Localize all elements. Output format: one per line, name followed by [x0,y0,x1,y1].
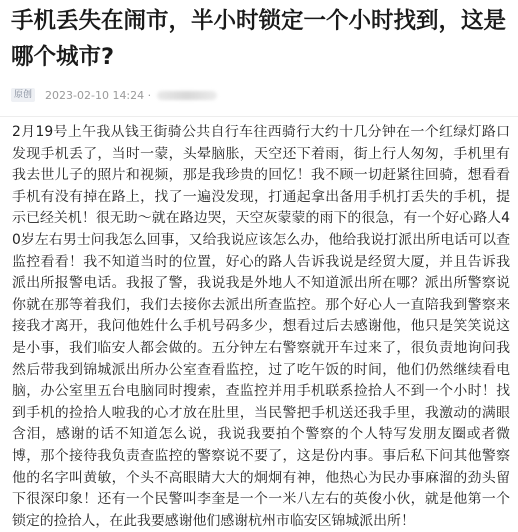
article-meta [11,87,217,103]
header-divider [0,116,518,117]
blurred-author-name [157,91,217,100]
article-body: 2月19号上午我从钱王街骑公共自行车往西骑行大约十几分钟在一个红绿灯路口发现手机丢了，当时一蒙，头晕脑胀，天空还下着雨，街上行人匆匆，手机里有我去世儿子的照片和视频，那是我珍贵的回忆！我不顾一切赶紧往回骑，想看看手机有没有掉在路上，找了一遍没发现，打通起拿出备用手机打丢失的手机，提示已经关机！很无助～就在路边哭，天空灰蒙蒙的雨下的很急，有一个好心路人40岁左右男士问我怎么回事，又给我说应该怎么办，他给我说打派出所电话可以查监控看看！我不知道当时的位置，好心的路人告诉我说是经贸大厦，并且告诉我派出所报警电话。我报了警，我说我是外地人不知道派出所在哪？派出所警察说你就在那等着我们，我们去接你去派出所查监控。那个好心人一直陪我到警察来接我才离开，我问他姓什么手机号码多少，想看过后去感谢他，他只是笑笑说这是小事，我们临安人都会做的。五分钟左右警察就开车过来了，很负责地询问我然后带我到锦城派出所办公室查看监控，过了吃午饭的时间，他们仍然继续看电脑，办公室里五台电脑同时搜索，查监控并用手机联系捡拾人不到一个小时！找到手机的捡拾人啦我的心才放在肚里，当民警把手机送还我手里，我激动的满眼含泪，感谢的话不知道怎么说，我说我要拍个警察的个人特写发朋友圈或者微博，那个接待我负责查监控的警察说不要了，这是份内事。事后私下问其他警察他的名字叫黄敏，个头不高眼睛大大的炯炯有神，他热心为民办事麻溜的劲头留下很深印象！还有一个民警叫李奎是一个一米八左右的英俊小伙，就是他第一个锁定的捡拾人，在此我要感谢他们感谢杭州市临安区锦城派出所！ [12,124,510,529]
original-badge: 原创 [11,88,35,102]
article-title: 手机丢失在闹市，半小时锁定一个小时找到，这是哪个城市? [11,8,507,70]
publish-date: 2023-02-10 14:24 · [45,88,152,102]
